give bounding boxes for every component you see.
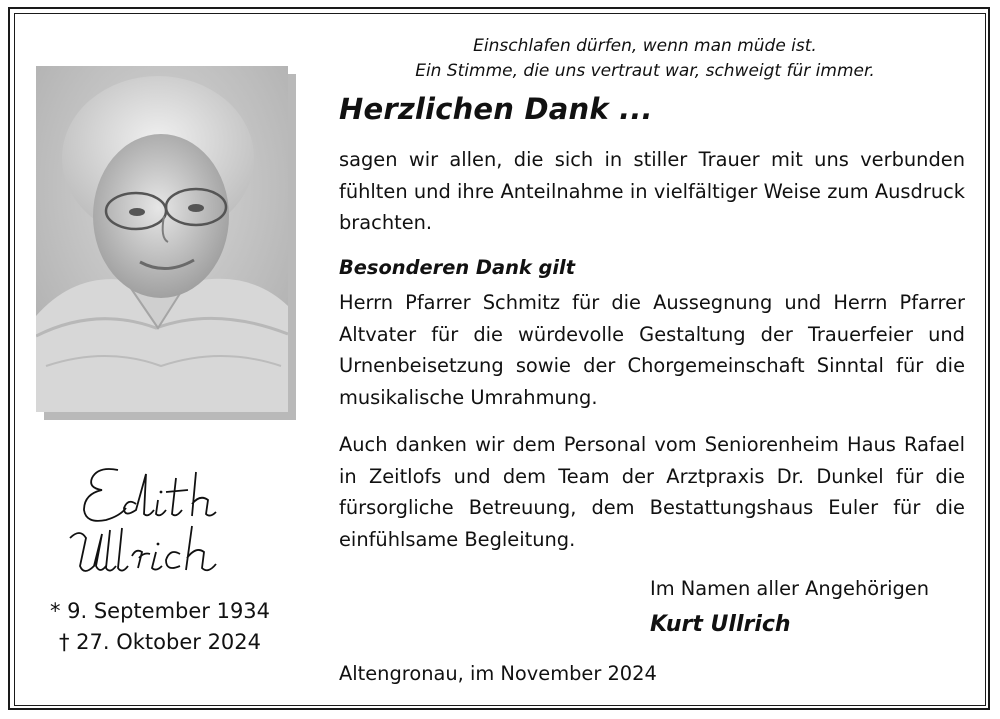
place-date: Altengronau, im November 2024 <box>339 662 657 685</box>
motto-line-2: Ein Stimme, die uns vertraut war, schweigt für immer. <box>415 61 875 81</box>
also-thanks-paragraph: Auch danken wir dem Personal vom Seniorenheim Haus Rafael in Zeitlofs und dem Team der Arztpraxis Dr. Dunkel für die fürsorgliche Betreuung, dem Bestattungshaus Euler für die einfühlsame Begleitung. <box>339 433 965 551</box>
death-date: † 27. Oktober 2024 <box>58 630 262 654</box>
special-thanks-paragraph: Herrn Pfarrer Schmitz für die Aussegnung und Herrn Pfarrer Altvater für die würdevolle Gestaltung der Trauerfeier und Urnenbeisetzung sowie der Chorgemeinschaft Sinntal für die musikalische Umrahmung. <box>339 291 965 409</box>
signature-intro: Im Namen aller Angehörigen <box>650 577 929 600</box>
portrait-photo <box>36 66 288 412</box>
intro-paragraph: sagen wir allen, die sich in stiller Trauer mit uns verbunden fühlten und ihre Anteilnahme in vielfältiger Weise zum Ausdruck brachten. <box>339 148 965 234</box>
special-thanks-heading: Besonderen Dank gilt <box>339 256 575 279</box>
motto <box>330 34 960 84</box>
life-dates <box>30 596 290 658</box>
name-script-signature <box>40 448 290 588</box>
motto-line-1: Einschlafen dürfen, wenn man müde ist. <box>473 36 817 56</box>
signature-name: Kurt Ullrich <box>650 612 791 637</box>
thanks-heading: Herzlichen Dank ... <box>339 92 653 126</box>
birth-date: * 9. September 1934 <box>49 599 271 623</box>
